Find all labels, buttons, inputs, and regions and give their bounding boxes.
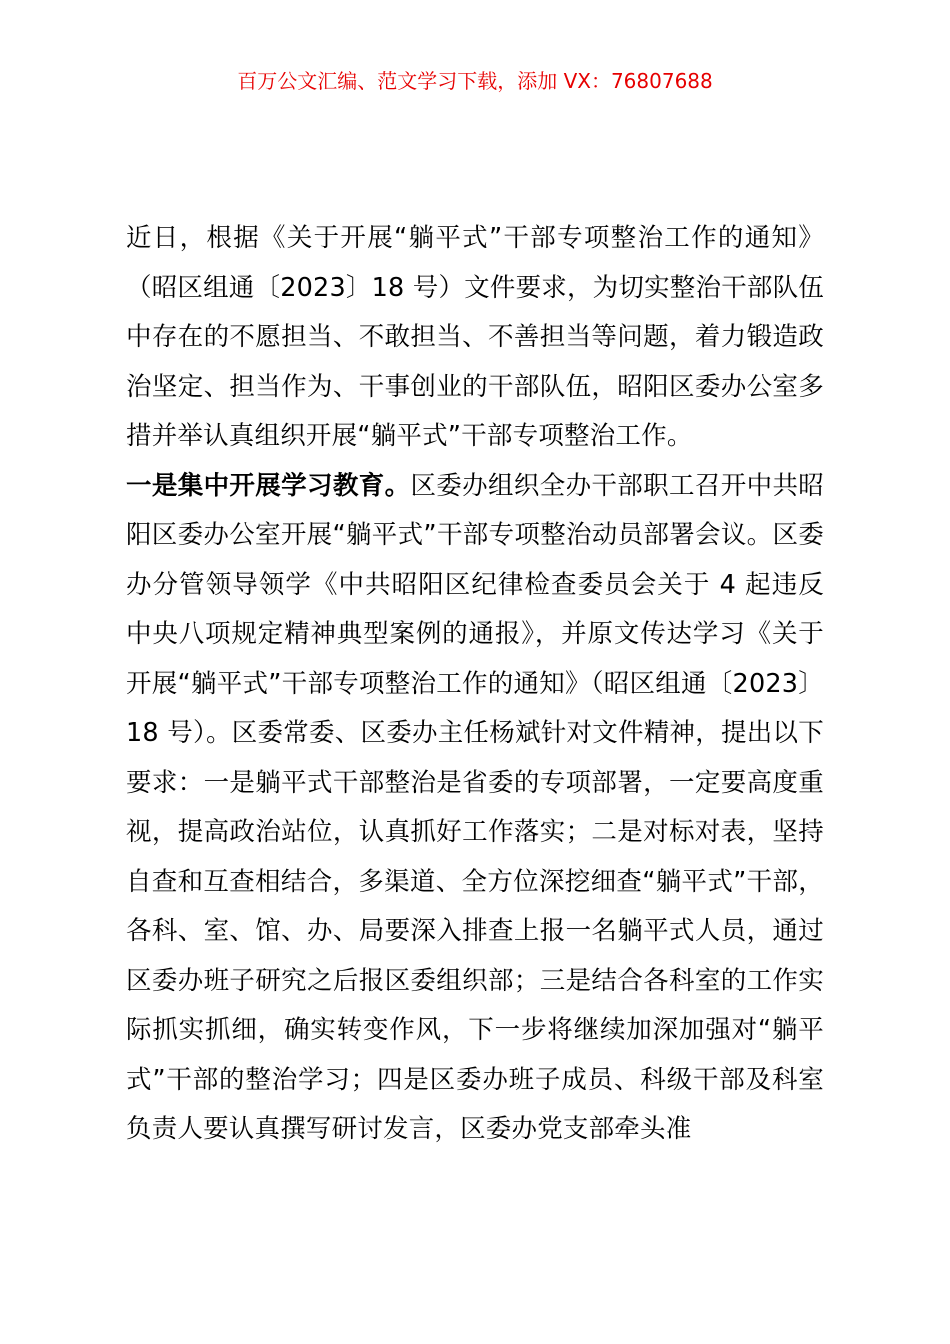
paragraph-body-text: 区委办组织全办干部职工召开中共昭阳区委办公室开展“躺平式”干部专项整治动员部署会议。区委办分管领导领学《中共昭阳区纪律检查委员会关于 4 起违反中央八项规定精神典型案例的通报》，并原文传达学习《关于开展“躺平式”干部专项整治工作的通知》（昭区组通〔2023〕18 号）。区委常委、区委办主任杨斌针对文件精神，提出以下要求：一是躺平式干部整治是省委的专项部署，一定要高度重视，提高政治站位，认真抓好工作落实；二是对标对表，坚持自查和互查相结合，多渠道、全方位深挖细查“躺平式”干部，各科、室、馆、办、局要深入排查上报一名躺平式人员，通过区委办班子研究之后报区委组织部；三是结合各科室的工作实际抓实抓细，确实转变作风，下一步将继续加深加强对“躺平式”干部的整治学习；四是区委办班子成员、科级干部及科室负责人要认真撰写研讨发言，区委办党支部牵头准 bbox=[126, 470, 825, 1144]
document-body bbox=[126, 214, 824, 1155]
paragraph-intro: 近日，根据《关于开展“躺平式”干部专项整治工作的通知》（昭区组通〔2023〕18 号）文件要求，为切实整治干部队伍中存在的不愿担当、不敢担当、不善担当等问题，着力锻造政治坚定、担当作为、干事创业的干部队伍，昭阳区委办公室多措并举认真组织开展“躺平式”干部专项整治工作。 bbox=[126, 223, 824, 451]
watermark-header-note: 百万公文汇编、范文学习下载，添加 VX：76807688 bbox=[237, 69, 713, 93]
paragraph-lead-heading: 一是集中开展学习教育。 bbox=[126, 470, 411, 501]
paragraph-study-education bbox=[126, 462, 824, 1155]
